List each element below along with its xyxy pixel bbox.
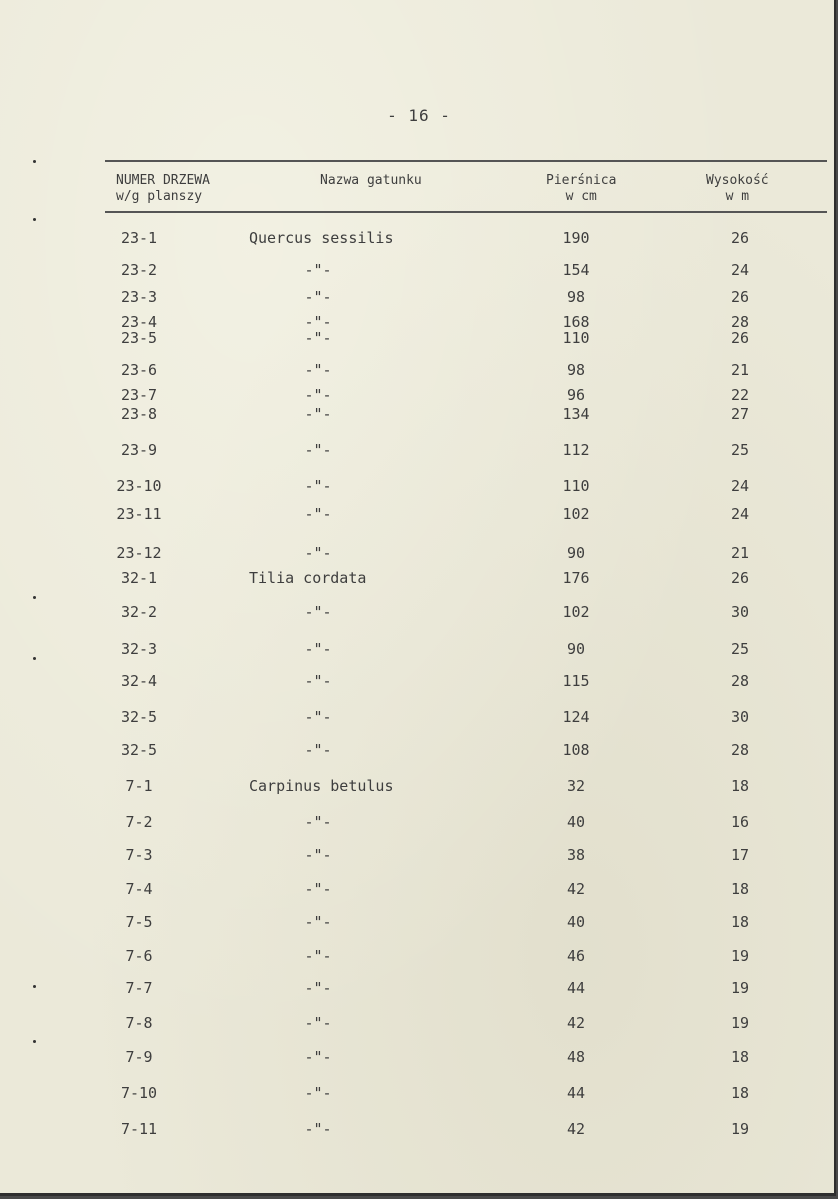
- circumference-value: 42: [566, 880, 586, 898]
- ditto-mark: -"-: [304, 846, 332, 864]
- table-row: [0, 672, 838, 690]
- punch-mark: [33, 1040, 36, 1043]
- ditto-mark: -"-: [304, 1120, 332, 1138]
- table-row: [0, 505, 838, 523]
- ditto-mark: -"-: [304, 288, 332, 306]
- species-name: Quercus sessilis: [249, 229, 394, 247]
- height-value: 24: [730, 477, 750, 495]
- table-row: [0, 603, 838, 621]
- height-value: 28: [730, 672, 750, 690]
- table-row: [0, 947, 838, 965]
- tree-number: 32-4: [120, 672, 158, 690]
- tree-number: 7-9: [125, 1048, 153, 1066]
- circumference-value: 110: [562, 477, 590, 495]
- table-row: [0, 880, 838, 898]
- circumference-value: 112: [562, 441, 590, 459]
- column-header-circumference-line1: Pierśnica: [546, 173, 617, 188]
- ditto-mark: -"-: [304, 1048, 332, 1066]
- column-header-tree-number-line1: NUMER DRZEWA: [116, 173, 210, 188]
- height-value: 18: [730, 1048, 750, 1066]
- column-header-circumference: [546, 173, 616, 205]
- table-row: [0, 441, 838, 459]
- table-row: [0, 741, 838, 759]
- height-value: 16: [730, 813, 750, 831]
- height-value: 26: [730, 288, 750, 306]
- ditto-mark: -"-: [304, 913, 332, 931]
- height-value: 19: [730, 979, 750, 997]
- circumference-value: 40: [566, 813, 586, 831]
- circumference-value: 48: [566, 1048, 586, 1066]
- height-value: 30: [730, 603, 750, 621]
- circumference-value: 168: [562, 313, 590, 331]
- height-value: 24: [730, 261, 750, 279]
- circumference-value: 42: [566, 1014, 586, 1032]
- table-row: [0, 846, 838, 864]
- species-name: Tilia cordata: [249, 569, 367, 587]
- table-row: [0, 979, 838, 997]
- ditto-mark: -"-: [304, 979, 332, 997]
- column-header-species: [320, 173, 422, 189]
- ditto-mark: -"-: [304, 708, 332, 726]
- circumference-value: 44: [566, 1084, 586, 1102]
- column-header-height-line1: Wysokość: [706, 173, 769, 188]
- height-value: 26: [730, 569, 750, 587]
- tree-number: 23-3: [120, 288, 158, 306]
- height-value: 26: [730, 329, 750, 347]
- table-row: [0, 361, 838, 379]
- circumference-value: 46: [566, 947, 586, 965]
- ditto-mark: -"-: [304, 477, 332, 495]
- height-value: 18: [730, 880, 750, 898]
- tree-number: 7-3: [125, 846, 153, 864]
- circumference-value: 42: [566, 1120, 586, 1138]
- page-number: - 16 -: [387, 106, 451, 125]
- ditto-mark: -"-: [304, 672, 332, 690]
- ditto-mark: -"-: [304, 741, 332, 759]
- tree-number: 7-10: [120, 1084, 158, 1102]
- tree-number: 23-12: [116, 544, 162, 562]
- circumference-value: 90: [566, 544, 586, 562]
- table-row: [0, 229, 838, 247]
- tree-number: 7-11: [120, 1120, 158, 1138]
- punch-mark: [33, 218, 36, 221]
- table-row: [0, 261, 838, 279]
- tree-number: 23-5: [120, 329, 158, 347]
- height-value: 22: [730, 386, 750, 404]
- tree-number: 23-9: [120, 441, 158, 459]
- height-value: 27: [730, 405, 750, 423]
- table-row: [0, 913, 838, 931]
- height-value: 21: [730, 544, 750, 562]
- species-name: Carpinus betulus: [249, 777, 394, 795]
- ditto-mark: -"-: [304, 640, 332, 658]
- height-value: 19: [730, 1120, 750, 1138]
- tree-number: 7-7: [125, 979, 153, 997]
- ditto-mark: -"-: [304, 603, 332, 621]
- circumference-value: 90: [566, 640, 586, 658]
- tree-number: 7-2: [125, 813, 153, 831]
- table-row: [0, 1084, 838, 1102]
- punch-mark: [33, 657, 36, 660]
- tree-number: 23-4: [120, 313, 158, 331]
- ditto-mark: -"-: [304, 1084, 332, 1102]
- ditto-mark: -"-: [304, 505, 332, 523]
- ditto-mark: -"-: [304, 544, 332, 562]
- tree-number: 23-8: [120, 405, 158, 423]
- ditto-mark: -"-: [304, 947, 332, 965]
- ditto-mark: -"-: [304, 329, 332, 347]
- table-row: [0, 813, 838, 831]
- column-header-tree-number: [116, 173, 210, 205]
- column-header-tree-number-line2: w/g planszy: [116, 189, 203, 204]
- table-row: [0, 544, 838, 562]
- height-value: 30: [730, 708, 750, 726]
- tree-number: 7-5: [125, 913, 153, 931]
- column-header-height-line2: w m: [725, 189, 750, 204]
- circumference-value: 108: [562, 741, 590, 759]
- header-rule-bottom: [105, 211, 827, 213]
- height-value: 19: [730, 1014, 750, 1032]
- height-value: 28: [730, 313, 750, 331]
- circumference-value: 40: [566, 913, 586, 931]
- tree-number: 23-6: [120, 361, 158, 379]
- punch-mark: [33, 985, 36, 988]
- table-row: [0, 329, 838, 347]
- ditto-mark: -"-: [304, 313, 332, 331]
- table-row: [0, 386, 838, 404]
- tree-number: 32-3: [120, 640, 158, 658]
- height-value: 18: [730, 777, 750, 795]
- height-value: 18: [730, 1084, 750, 1102]
- height-value: 24: [730, 505, 750, 523]
- table-row: [0, 1120, 838, 1138]
- table-row: [0, 569, 838, 587]
- column-header-height: [706, 173, 769, 205]
- tree-number: 32-5: [120, 741, 158, 759]
- column-header-circumference-line2: w cm: [565, 189, 597, 204]
- circumference-value: 176: [562, 569, 590, 587]
- circumference-value: 98: [566, 288, 586, 306]
- table-row: [0, 1048, 838, 1066]
- table-row: [0, 405, 838, 423]
- ditto-mark: -"-: [304, 261, 332, 279]
- height-value: 18: [730, 913, 750, 931]
- circumference-value: 190: [562, 229, 590, 247]
- ditto-mark: -"-: [304, 386, 332, 404]
- table-row: [0, 477, 838, 495]
- height-value: 26: [730, 229, 750, 247]
- tree-number: 7-1: [125, 777, 153, 795]
- ditto-mark: -"-: [304, 361, 332, 379]
- table-row: [0, 640, 838, 658]
- tree-number: 7-8: [125, 1014, 153, 1032]
- table-row: [0, 777, 838, 795]
- circumference-value: 134: [562, 405, 590, 423]
- header-rule-top: [105, 160, 827, 162]
- circumference-value: 44: [566, 979, 586, 997]
- ditto-mark: -"-: [304, 1014, 332, 1032]
- ditto-mark: -"-: [304, 405, 332, 423]
- ditto-mark: -"-: [304, 880, 332, 898]
- height-value: 28: [730, 741, 750, 759]
- ditto-mark: -"-: [304, 441, 332, 459]
- tree-number: 23-2: [120, 261, 158, 279]
- circumference-value: 124: [562, 708, 590, 726]
- circumference-value: 96: [566, 386, 586, 404]
- tree-number: 7-6: [125, 947, 153, 965]
- circumference-value: 38: [566, 846, 586, 864]
- circumference-value: 102: [562, 603, 590, 621]
- ditto-mark: -"-: [304, 813, 332, 831]
- circumference-value: 115: [562, 672, 590, 690]
- height-value: 25: [730, 441, 750, 459]
- tree-number: 7-4: [125, 880, 153, 898]
- table-row: [0, 288, 838, 306]
- tree-number: 32-1: [120, 569, 158, 587]
- tree-number: 32-5: [120, 708, 158, 726]
- punch-mark: [33, 160, 36, 163]
- circumference-value: 32: [566, 777, 586, 795]
- tree-number: 23-7: [120, 386, 158, 404]
- circumference-value: 98: [566, 361, 586, 379]
- height-value: 17: [730, 846, 750, 864]
- column-header-species-label: Nazwa gatunku: [320, 173, 422, 188]
- circumference-value: 110: [562, 329, 590, 347]
- table-row: [0, 708, 838, 726]
- tree-number: 23-1: [120, 229, 158, 247]
- height-value: 19: [730, 947, 750, 965]
- circumference-value: 154: [562, 261, 590, 279]
- tree-number: 32-2: [120, 603, 158, 621]
- circumference-value: 102: [562, 505, 590, 523]
- height-value: 21: [730, 361, 750, 379]
- punch-mark: [33, 596, 36, 599]
- height-value: 25: [730, 640, 750, 658]
- table-row: [0, 1014, 838, 1032]
- tree-number: 23-11: [116, 505, 162, 523]
- tree-number: 23-10: [116, 477, 162, 495]
